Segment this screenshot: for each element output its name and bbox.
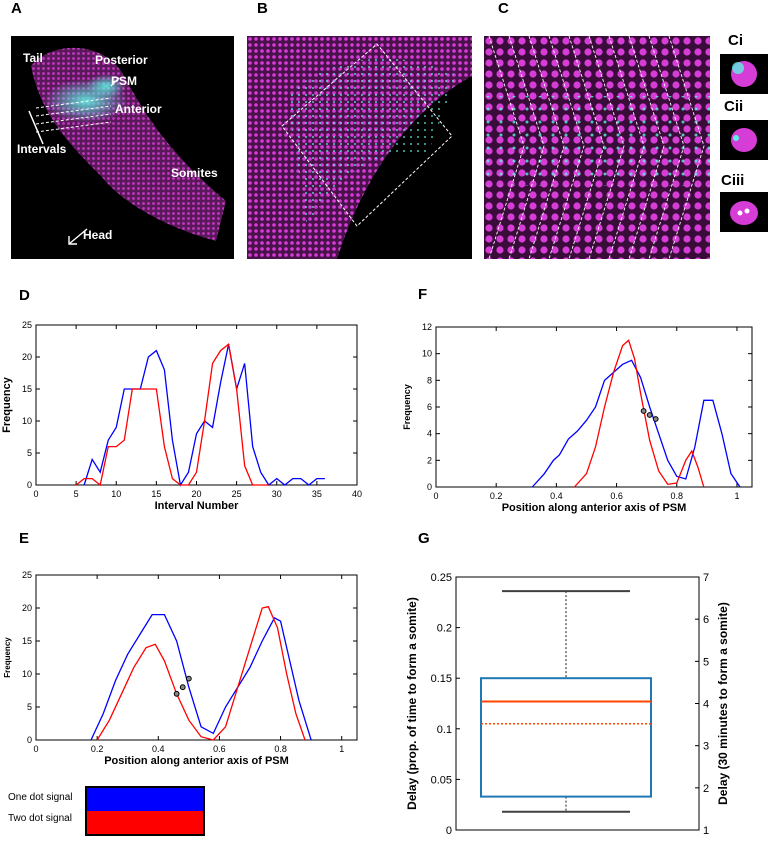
y-tick-label-left: 0.25	[430, 572, 452, 584]
y-tick-label: 12	[421, 322, 432, 332]
y-tick-label: 2	[426, 455, 432, 466]
mean-marker	[647, 413, 652, 418]
mean-marker	[641, 409, 646, 414]
y-tick-label-right: 5	[703, 656, 710, 669]
y-axis-label-right: Delay (30 minutes to form a somite)	[716, 602, 730, 805]
mean-marker	[653, 417, 658, 422]
mean-marker	[180, 685, 185, 690]
y-tick-label-right: 2	[703, 782, 710, 795]
y-tick-label-left: 0.2	[436, 622, 452, 635]
y-tick-label: 25	[21, 320, 32, 330]
y-tick-label: 20	[21, 603, 32, 613]
y-tick-label-left: 0.15	[430, 673, 452, 686]
thumbnail-ci	[720, 54, 768, 94]
x-tick-label: 0.4	[550, 491, 563, 501]
y-tick-label: 4	[426, 428, 432, 439]
x-axis-label: Interval Number	[154, 500, 239, 512]
x-tick-label: 40	[351, 489, 363, 499]
y-tick-label-right: 1	[703, 825, 710, 837]
chart-g-delay-boxplot	[396, 560, 768, 846]
y-tick-label: 0	[426, 482, 432, 492]
panel-label-f: F	[418, 286, 428, 303]
x-tick-label: 0.2	[489, 491, 503, 501]
y-tick-label-right: 7	[703, 572, 710, 584]
label-anterior: Anterior	[115, 102, 162, 116]
psm-zoom-image	[484, 36, 710, 259]
panel-label-d: D	[19, 287, 30, 304]
plot-area	[36, 575, 357, 740]
panel-label-g: G	[418, 530, 430, 547]
x-tick-label: 10	[111, 489, 122, 499]
x-tick-label: 1	[734, 491, 740, 501]
chart-e-position-histogram	[0, 560, 380, 767]
y-tick-label: 5	[26, 448, 32, 458]
y-tick-label: 10	[21, 416, 32, 426]
plot-area	[36, 325, 357, 485]
x-tick-label: 30	[271, 489, 282, 499]
micrograph-b	[247, 36, 472, 259]
y-tick-label: 10	[421, 348, 432, 359]
y-tick-label: 10	[21, 669, 32, 679]
legend-label-two-dot: Two dot signal	[8, 813, 72, 824]
y-tick-label: 0	[26, 480, 32, 490]
x-axis-label: Position along anterior axis of PSM	[501, 502, 687, 514]
y-tick-label-right: 4	[703, 698, 710, 711]
legend-label-one-dot: One dot signal	[8, 792, 73, 803]
psm-overview-image	[247, 36, 472, 259]
y-tick-label-left: 0.05	[430, 774, 452, 787]
x-tick-label: 0.2	[90, 744, 104, 754]
x-tick-label: 0	[33, 744, 39, 754]
legend	[85, 786, 205, 836]
micrograph-c	[484, 36, 710, 259]
y-tick-label: 25	[21, 570, 32, 580]
y-tick-label: 8	[426, 375, 432, 386]
thumbnail-ciii	[720, 192, 768, 232]
panel-label-e: E	[19, 530, 30, 547]
label-intervals: Intervals	[17, 142, 67, 156]
thumbnail-cii	[720, 120, 768, 160]
y-axis-label: Frequency	[1, 377, 13, 433]
y-tick-label-right: 6	[703, 614, 710, 627]
legend-swatch-two-dot	[87, 811, 203, 834]
panel-label-cii: Cii	[724, 98, 744, 115]
y-tick-label: 6	[426, 402, 432, 412]
x-tick-label: 0	[433, 491, 439, 501]
panel-label-b: B	[257, 0, 268, 17]
chart-f-position-histogram	[396, 300, 768, 530]
y-axis-label: Frequency	[3, 637, 12, 678]
label-tail: Tail	[23, 51, 43, 65]
x-axis-label: Position along anterior axis of PSM	[104, 755, 289, 767]
label-psm: PSM	[111, 74, 138, 88]
plot-area	[456, 577, 699, 830]
y-tick-label: 5	[26, 702, 32, 712]
y-tick-label: 20	[21, 352, 32, 362]
mean-marker	[186, 676, 191, 681]
x-tick-label: 0.6	[213, 744, 226, 754]
x-tick-label: 0.4	[152, 744, 165, 754]
label-somites: Somites	[171, 166, 218, 180]
y-tick-label: 15	[21, 636, 32, 646]
y-tick-label: 15	[21, 384, 32, 394]
plot-area	[436, 327, 752, 487]
micrograph-a	[11, 36, 234, 259]
label-head: Head	[83, 228, 113, 242]
mean-marker	[174, 691, 179, 696]
y-tick-label: 0	[26, 735, 32, 745]
x-tick-label: 0	[33, 489, 39, 499]
x-tick-label: 20	[191, 489, 202, 499]
panel-label-a: A	[11, 0, 22, 17]
label-posterior: Posterior	[95, 53, 148, 67]
x-tick-label: 5	[73, 489, 79, 499]
panel-label-ciii: Ciii	[721, 172, 745, 189]
x-tick-label: 0.8	[274, 744, 287, 754]
x-tick-label: 35	[311, 489, 322, 499]
panel-label-c: C	[498, 0, 509, 17]
y-tick-label-left: 0	[445, 825, 452, 837]
y-axis-label: Frequency	[402, 384, 412, 430]
chart-d-interval-histogram	[0, 300, 380, 530]
x-tick-label: 0.6	[610, 491, 623, 501]
x-tick-label: 1	[339, 744, 345, 754]
panel-label-ci: Ci	[728, 32, 743, 49]
y-tick-label-left: 0.1	[436, 723, 452, 736]
legend-swatch-one-dot	[87, 788, 203, 811]
y-axis-label-left: Delay (prop. of time to form a somite)	[405, 597, 419, 810]
x-tick-label: 25	[231, 489, 242, 499]
x-tick-label: 15	[151, 489, 162, 499]
y-tick-label-right: 3	[703, 740, 710, 753]
x-tick-label: 0.8	[670, 491, 684, 501]
